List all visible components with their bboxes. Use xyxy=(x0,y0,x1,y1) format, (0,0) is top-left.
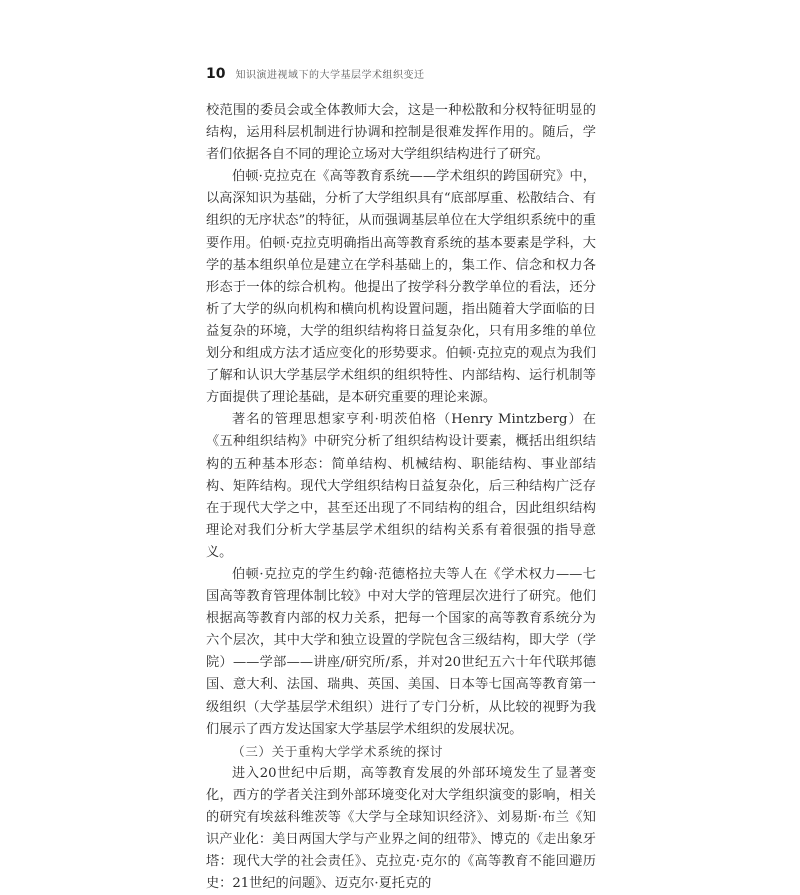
page-header xyxy=(206,66,606,88)
running-title: 知识演进视域下的大学基层学术组织变迁 xyxy=(235,70,425,81)
paragraph: 伯顿·克拉克的学生约翰·范德格拉夫等人在《学术权力——七国高等教育管理体制比较》中对大学的管理层次进行了研究。他们根据高等教育内部的权力关系，把每一个国家的高等教育系统分为六个层次，其中大学和独立设置的学院包含三级结构，即大学（学院）——学部——讲座/研究所/系，并对20世纪五六十年代联邦德国、意大利、法国、瑞典、英国、美国、日本等七国高等教育第一级组织（大学基层学术组织）进行了专门分析，从比较的视野为我们展示了西方发达国家大学基层学术组织的发展状况。 xyxy=(206,566,596,737)
paragraph: 著名的管理思想家亨利·明茨伯格（Henry Mintzberg）在《五种组织结构》中研究分析了组织结构设计要素，概括出组织结构的五种基本形态：简单结构、机械结构、职能结构、事业部结构、矩阵结构。现代大学组织结构日益复杂化，后三种结构广泛存在于现代大学之中，甚至还出现了不同结构的组合，因此组织结构理论对我们分析大学基层学术组织的结构关系有着很强的指导意义。 xyxy=(206,412,596,560)
paragraph: 进入20世纪中后期，高等教育发展的外部环境发生了显著变化，西方的学者关注到外部环境变化对大学组织演变的影响，相关的研究有埃兹科维茨等《大学与全球知识经济》、刘易斯·布兰《知识产业化：美日两国大学与产业界之间的纽带》、博克的《走出象牙塔：现代大学的社会责任》、克拉克·克尔的《高等教育不能回避历史：21世纪的问题》、迈克尔·夏托克的 xyxy=(206,765,596,892)
paragraph: 伯顿·克拉克在《高等教育系统——学术组织的跨国研究》中，以高深知识为基础，分析了大学组织具有“底部厚重、松散结合、有组织的无序状态”的特征，从而强调基层单位在大学组织系统中的重要作用。伯顿·克拉克明确指出高等教育系统的基本要素是学科，大学的基本组织单位是建立在学科基础上的，集工作、信念和权力各形态于一体的综合机构。他提出了按学科分教学单位的看法，还分析了大学的纵向机构和横向机构设置问题，指出随着大学面临的日益复杂的环境，大学的组织结构将日益复杂化，只有用多维的单位划分和组成方法才适应变化的形势要求。伯顿·克拉克的观点为我们了解和认识大学基层学术组织的组织特性、内部结构、运行机制等方面提供了理论基础，是本研究重要的理论来源。 xyxy=(206,169,596,406)
page-number: 10 xyxy=(206,66,226,82)
section-subheading: （三）关于重构大学学术系统的探讨 xyxy=(232,743,444,759)
body-text xyxy=(206,100,596,895)
paragraph: 校范围的委员会或全体教师大会，这是一种松散和分权特征明显的结构，运用科层机制进行协调和控制是很难发挥作用的。随后，学者们依据各自不同的理论立场对大学组织结构进行了研究。 xyxy=(206,103,596,163)
